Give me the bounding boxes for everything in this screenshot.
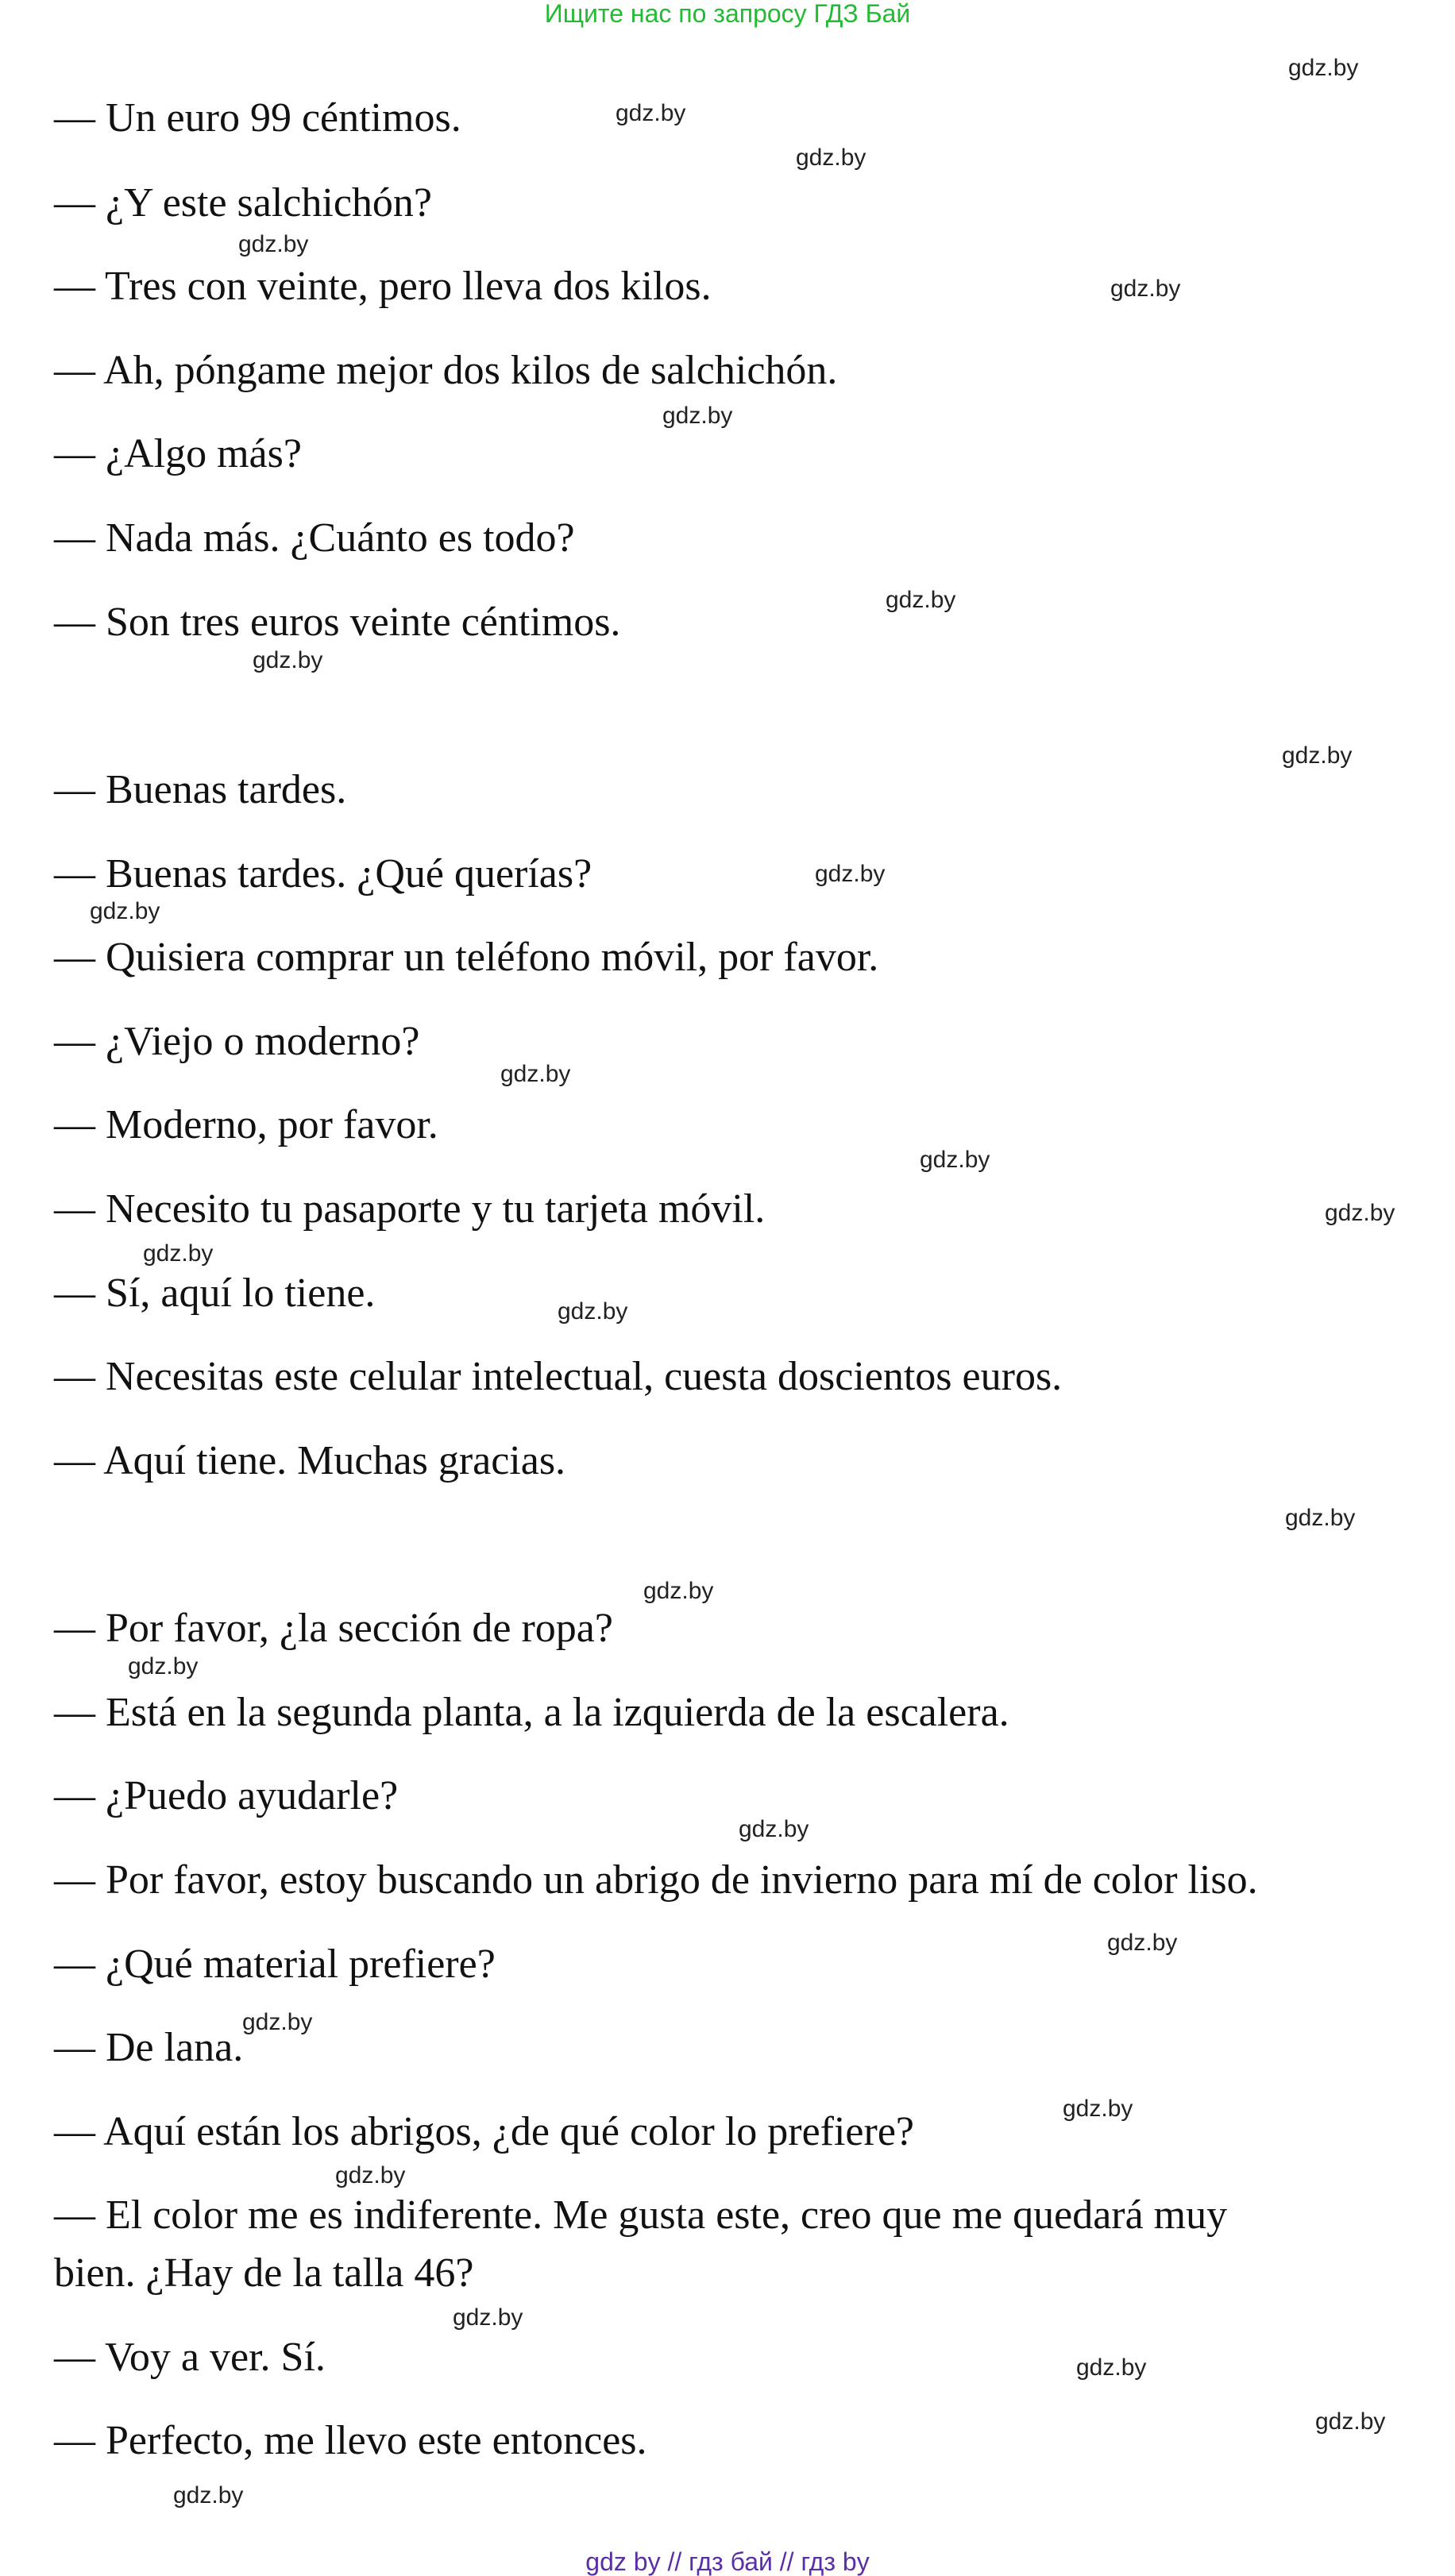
watermark: gdz.by	[815, 861, 886, 887]
watermark: gdz.by	[886, 587, 956, 613]
watermark: gdz.by	[242, 2009, 313, 2035]
watermark: gdz.by	[1107, 1930, 1178, 1956]
dialogue-line: — Perfecto, me llevo este entonces.	[54, 2418, 647, 2463]
dialogue-line: — Por favor, estoy buscando un abrigo de invierno para mí de color liso.	[54, 1857, 1258, 1903]
watermark: gdz.by	[143, 1240, 214, 1267]
site-footer: gdz by // гдз бай // гдз by	[585, 2547, 870, 2576]
dialogue-line: — ¿Viejo o moderno?	[54, 1019, 420, 1064]
dialogue-line: — Voy a ver. Sí.	[54, 2335, 326, 2380]
dialogue-line: — Está en la segunda planta, a la izquierda de la escalera.	[54, 1690, 1009, 1735]
dialogue-line: — Son tres euros veinte céntimos.	[54, 600, 621, 645]
watermark: gdz.by	[238, 231, 309, 257]
dialogue-line: — Por favor, ¿la sección de ropa?	[54, 1606, 613, 1651]
dialogue-line: bien. ¿Hay de la talla 46?	[54, 2250, 474, 2296]
watermark: gdz.by	[1288, 55, 1359, 81]
watermark: gdz.by	[1110, 276, 1181, 302]
dialogue-line: — Ah, póngame mejor dos kilos de salchichón.	[54, 348, 838, 393]
dialogue-line: — El color me es indiferente. Me gusta este, creo que me quedará muy	[54, 2192, 1228, 2238]
watermark: gdz.by	[739, 1816, 809, 1842]
watermark: gdz.by	[616, 100, 686, 126]
dialogue-line: — Necesito tu pasaporte y tu tarjeta móvil.	[54, 1186, 766, 1232]
watermark: gdz.by	[253, 647, 323, 673]
dialogue-line: — Aquí tiene. Muchas gracias.	[54, 1438, 566, 1483]
dialogue-line: — Quisiera comprar un teléfono móvil, por favor.	[54, 935, 879, 980]
dialogue-line: — Tres con veinte, pero lleva dos kilos.	[54, 264, 712, 309]
watermark: gdz.by	[453, 2304, 523, 2331]
watermark: gdz.by	[558, 1298, 628, 1325]
dialogue-line: — ¿Qué material prefiere?	[54, 1942, 496, 1987]
dialogue-line: — Sí, aquí lo tiene.	[54, 1271, 376, 1316]
dialogue-line: — Moderno, por favor.	[54, 1102, 438, 1147]
watermark: gdz.by	[128, 1653, 199, 1679]
dialogue-line: — Buenas tardes. ¿Qué querías?	[54, 851, 592, 897]
watermark: gdz.by	[90, 898, 160, 924]
dialogue-line: — Aquí están los abrigos, ¿de qué color lo prefiere?	[54, 2109, 914, 2154]
watermark: gdz.by	[173, 2482, 244, 2509]
watermark: gdz.by	[796, 145, 866, 171]
watermark: gdz.by	[1076, 2354, 1147, 2381]
watermark: gdz.by	[1282, 742, 1353, 769]
dialogue-line: — ¿Puedo ayudarle?	[54, 1773, 399, 1818]
dialogue-line: — ¿Y este salchichón?	[54, 180, 432, 226]
watermark: gdz.by	[1325, 1200, 1395, 1226]
search-hint-header: Ищите нас по запросу ГДЗ Бай	[544, 0, 911, 28]
watermark: gdz.by	[662, 403, 733, 429]
dialogue-line: — Un euro 99 céntimos.	[54, 95, 461, 141]
watermark: gdz.by	[500, 1061, 571, 1087]
watermark: gdz.by	[920, 1147, 990, 1173]
watermark: gdz.by	[643, 1578, 714, 1604]
watermark: gdz.by	[335, 2162, 406, 2188]
watermark: gdz.by	[1063, 2096, 1133, 2122]
watermark: gdz.by	[1285, 1505, 1356, 1531]
dialogue-line: — Nada más. ¿Cuánto es todo?	[54, 515, 575, 561]
dialogue-line: — Buenas tardes.	[54, 767, 347, 812]
dialogue-line: — De lana.	[54, 2025, 244, 2070]
watermark: gdz.by	[1315, 2408, 1386, 2435]
dialogue-line: — ¿Algo más?	[54, 431, 302, 476]
dialogue-line: — Necesitas este celular intelectual, cuesta doscientos euros.	[54, 1354, 1063, 1399]
